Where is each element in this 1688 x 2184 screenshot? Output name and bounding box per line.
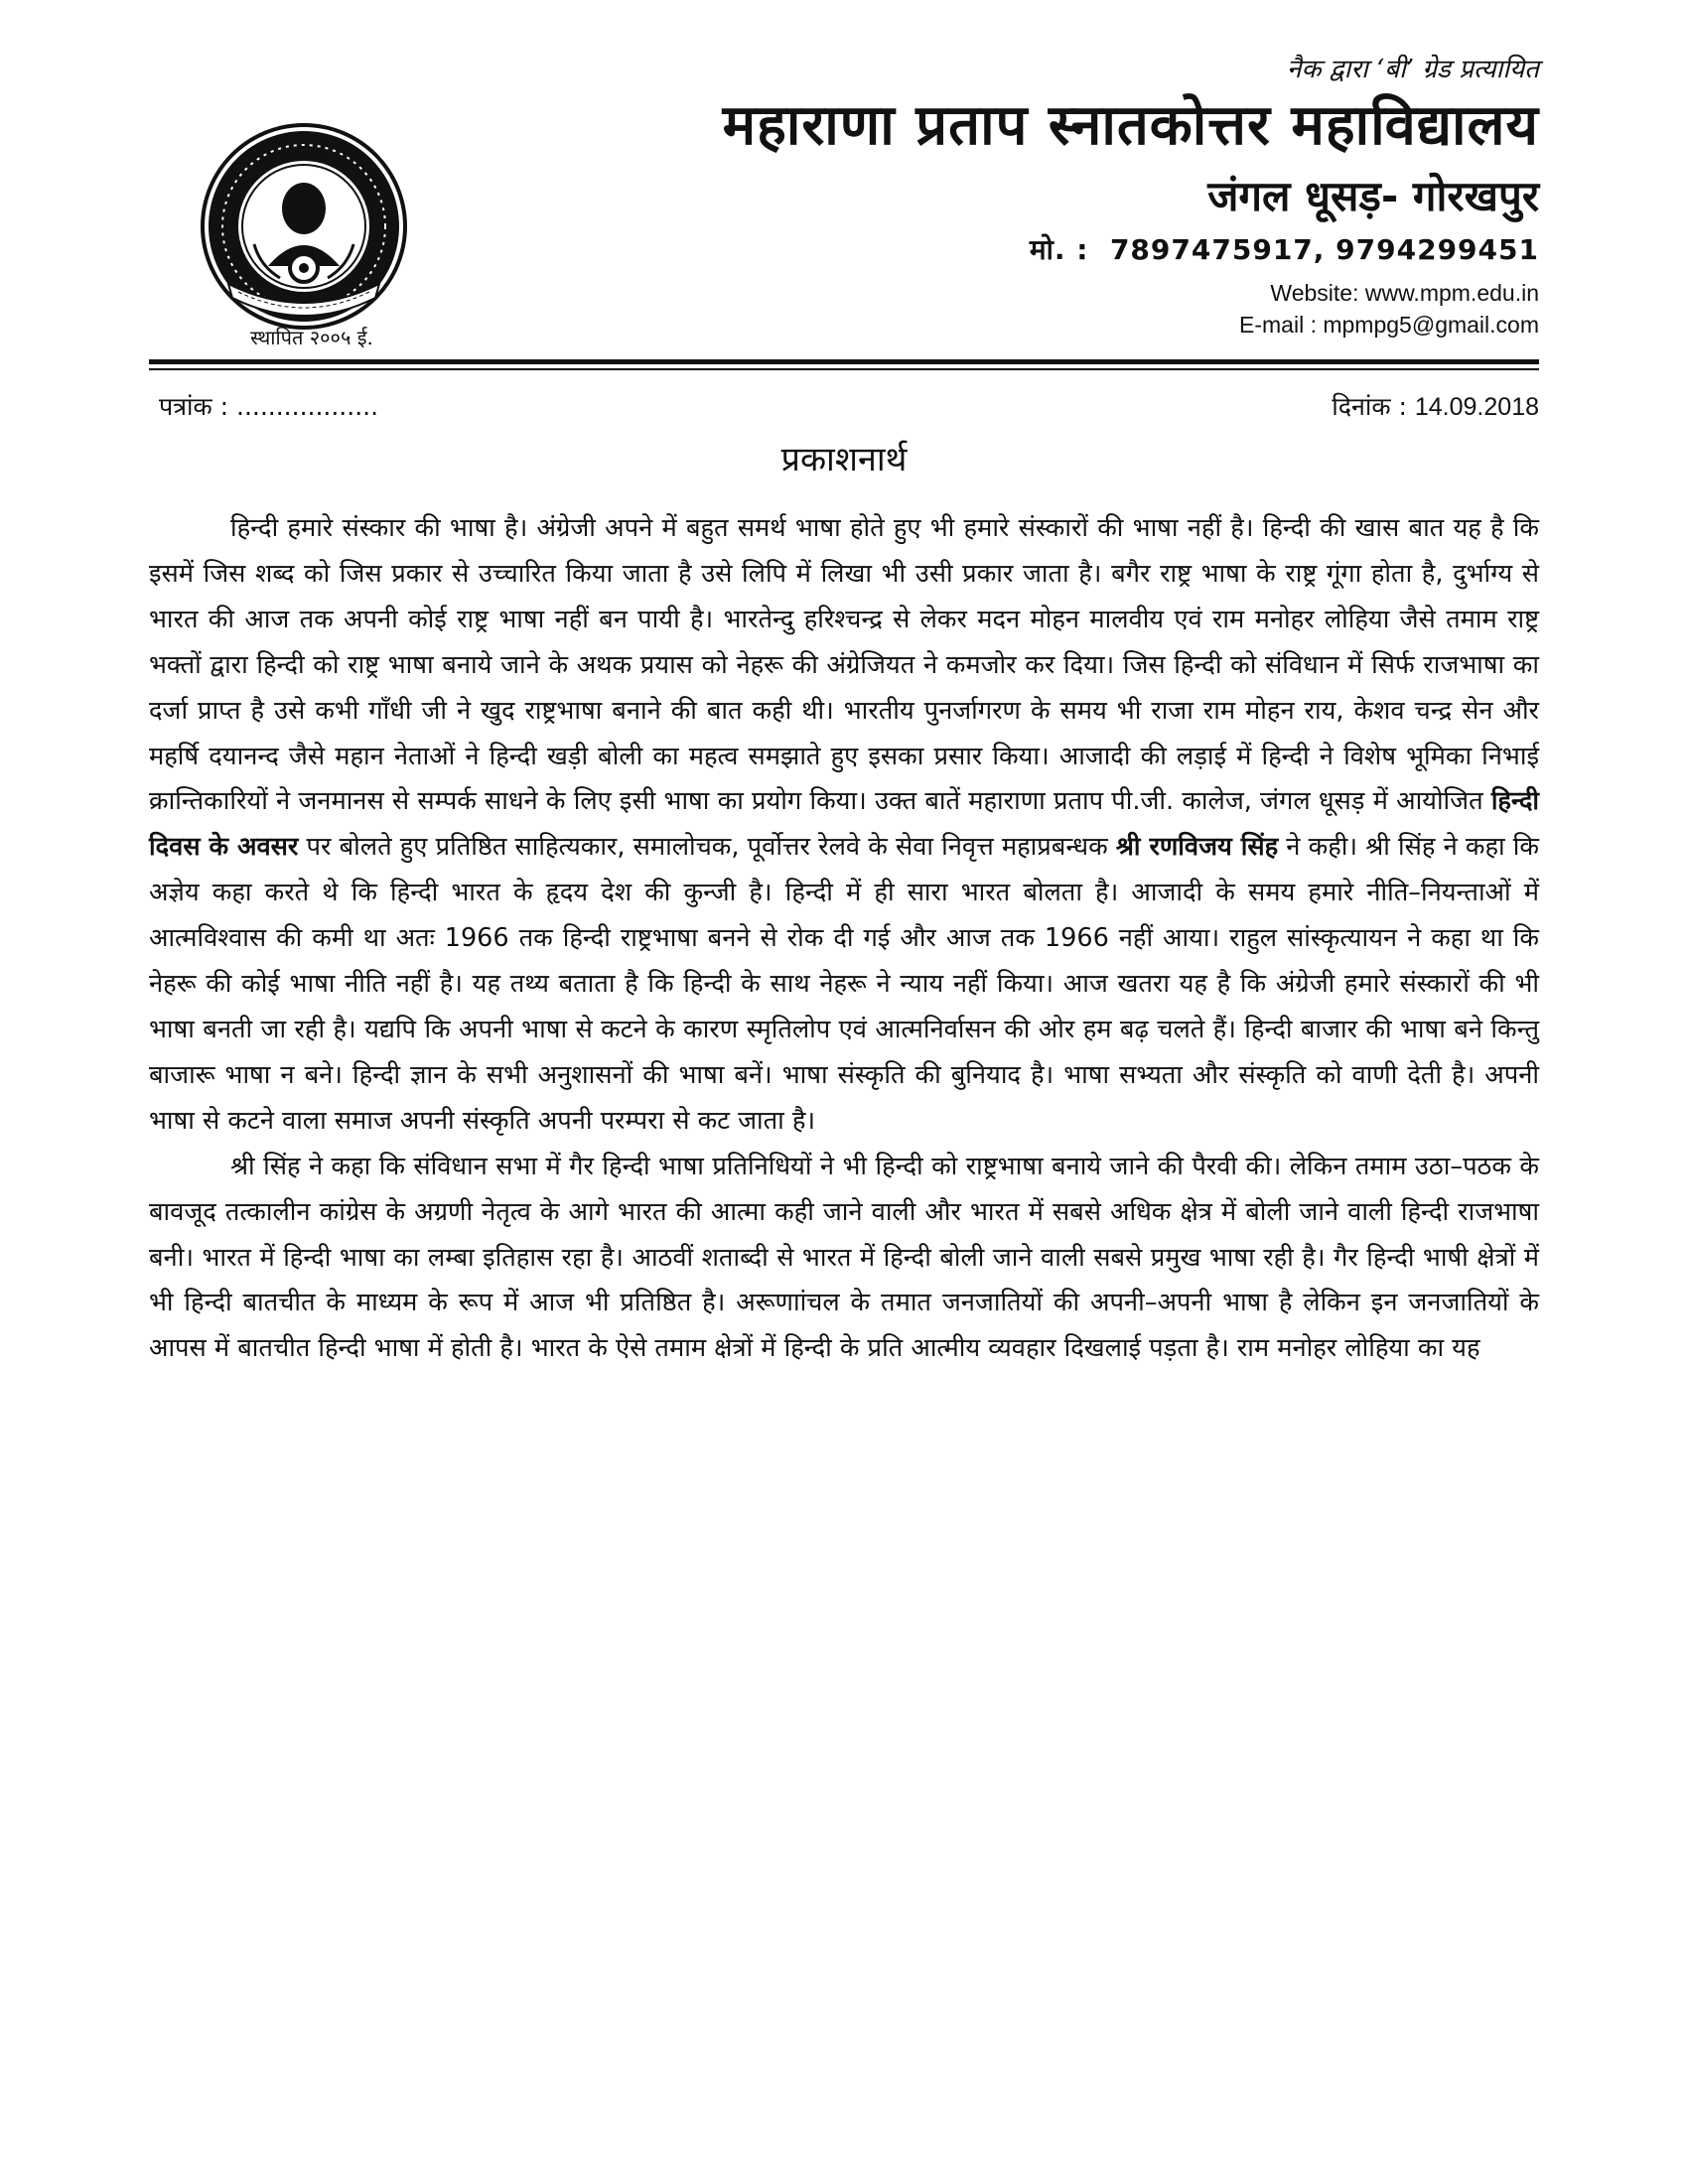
letter-body	[149, 506, 1539, 1372]
paragraph-text: ने कही। श्री सिंह ने कहा कि अज्ञेय कहा करते थे कि हिन्दी भारत के हृदय देश की कुन्जी है। हिन्दी में ही सारा भारत बोलता है। आजादी के समय हमारे नीति–नियन्ताओं में आत्मविश्वास की कमी था अतः 1966 तक हिन्दी राष्ट्रभाषा बनने से रोक दी गई और आज तक 1966 नहीं आया। राहुल सांस्कृत्यायन ने कहा था कि नेहरू की कोई भाषा नीति नहीं है। यह तथ्य बताता है कि हिन्दी के साथ नेहरू ने न्याय नहीं किया। आज खतरा यह है कि अंग्रेजी हमारे संस्कारों की भी भाषा बनती जा रही है। यद्यपि कि अपनी भाषा से कटने के कारण स्मृतिलोप एवं आत्मनिर्वासन की ओर हम बढ़ चलते हैं। हिन्दी बाजार की भाषा बने किन्तु बाजारू भाषा न बने। हिन्दी ज्ञान के सभी अनुशासनों की भाषा बनें। भाषा संस्कृति की बुनियाद है। भाषा सभ्यता और संस्कृति को वाणी देती है। अपनी भाषा से कटने वाला समाज अपनी संस्कृति अपनी परम्परा से कट जाता है।	[149, 832, 1539, 1136]
seal-emblem-icon	[195, 117, 413, 336]
paragraph-text: पर बोलते हुए प्रतिष्ठित साहित्यकार, समालोचक, पूर्वोत्तर रेलवे के सेवा निवृत्त महाप्रबन्धक	[298, 832, 1116, 863]
phone-label: मो. :	[1029, 233, 1089, 266]
document-title: प्रकाशनार्थ	[780, 440, 908, 479]
paragraph-2	[149, 1145, 1539, 1373]
accreditation-note: नैक द्वारा ‘बी’ ग्रेड प्रत्यायित	[1287, 55, 1539, 84]
paragraph-text: श्री सिंह ने कहा कि संविधान सभा में गैर हिन्दी भाषा प्रतिनिधियों ने भी हिन्दी को राष्ट्रभाषा बनाये जाने की पैरवी की। लेकिन तमाम उठा–पठक के बावजूद तत्कालीन कांग्रेस के अग्रणी नेतृत्व के आगे भारत की आत्मा कही जाने वाली और भारत में सबसे अधिक क्षेत्र में बोली जाने वाली हिन्दी राजभाषा बनी। भारत में हिन्दी भाषा का लम्बा इतिहास रहा है। आठवीं शताब्दी से भारत में हिन्दी बोली जाने वाली सबसे प्रमुख भाषा रही है। गैर हिन्दी भाषी क्षेत्रों में भी हिन्दी बातचीत के माध्यम के रूप में आज भी प्रतिष्ठित है। अरूणाांचल के तमात जनजातियों की अपनी–अपनी भाषा है लेकिन इन जनजातियों के आपस में बातचीत हिन्दी भाषा में होती है। भारत के ऐसे तमाम क्षेत्रों में हिन्दी के प्रति आत्मीय व्यवहार दिखलाई पड़ता है। राम मनोहर लोहिया का यह	[149, 1151, 1539, 1364]
header-divider-thick	[149, 359, 1539, 364]
website-line: Website: www.mpm.edu.in	[1270, 280, 1539, 306]
phone-numbers: 7897475917, 9794299451	[1109, 233, 1539, 266]
highlight-event: हिन्दी दिवस के अवसर	[149, 786, 1539, 863]
established-year: स्थापित २००५ ई.	[250, 326, 373, 349]
letter-date	[1332, 389, 1539, 423]
highlight-speaker: श्री रणविजय सिंह	[1115, 832, 1279, 863]
paragraph-text: हिन्दी हमारे संस्कार की भाषा है। अंग्रेजी अपने में बहुत समर्थ भाषा होते हुए भी हमारे संस्कारों की भाषा नहीं है। हिन्दी की खास बात यह है कि इसमें जिस शब्द को जिस प्रकार से उच्चारित किया जाता है उसे लिपि में लिखा भी उसी प्रकार जाता है। बगैर राष्ट्र भाषा के राष्ट्र गूंगा होता है, दुर्भाग्य से भारत की आज तक अपनी कोई राष्ट्र भाषा नहीं बन पायी है। भारतेन्दु हरिश्चन्द्र से लेकर मदन मोहन मालवीय एवं राम मनोहर लोहिया जैसे तमाम राष्ट्र भक्तों द्वारा हिन्दी को राष्ट्र भाषा बनाये जाने के अथक प्रयास को नेहरू की अंग्रेजियत ने कमजोर कर दिया। जिस हिन्दी को संविधान में सिर्फ राजभाषा का दर्जा प्राप्त है उसे कभी गाँधी जी ने खुद राष्ट्रभाषा बनाने की बात कही थी। भारतीय पुनर्जागरण के समय भी राजा राम मोहन राय, केशव चन्द्र सेन और महर्षि दयानन्द जैसे महान नेताओं ने हिन्दी खड़ी बोली का महत्व समझाते हुए इसका प्रसार किया। आजादी की लड़ाई में हिन्दी ने विशेष भूमिका निभाई क्रान्तिकारियों ने जनमानस से सम्पर्क साधने के लिए इसी भाषा का प्रयोग किया। उक्त बातें महाराणा प्रताप पी.जी. कालेज, जंगल धूसड़ में आयोजित	[149, 513, 1539, 817]
college-seal-logo	[195, 117, 413, 336]
paragraph-1	[149, 506, 1539, 1145]
date-value: 14.09.2018	[1414, 393, 1539, 421]
date-label: दिनांक :	[1332, 392, 1407, 421]
college-location: जंगल धूसड़- गोरखपुर	[1207, 172, 1539, 220]
phone-line	[1030, 230, 1539, 268]
header-divider-thin	[149, 368, 1539, 370]
reference-number: पत्रांक : ..................	[159, 392, 379, 421]
email-line: E-mail : mpmpg5@gmail.com	[1239, 312, 1539, 338]
college-name: महाराणा प्रताप स्नातकोत्तर महाविद्यालय	[722, 93, 1539, 158]
